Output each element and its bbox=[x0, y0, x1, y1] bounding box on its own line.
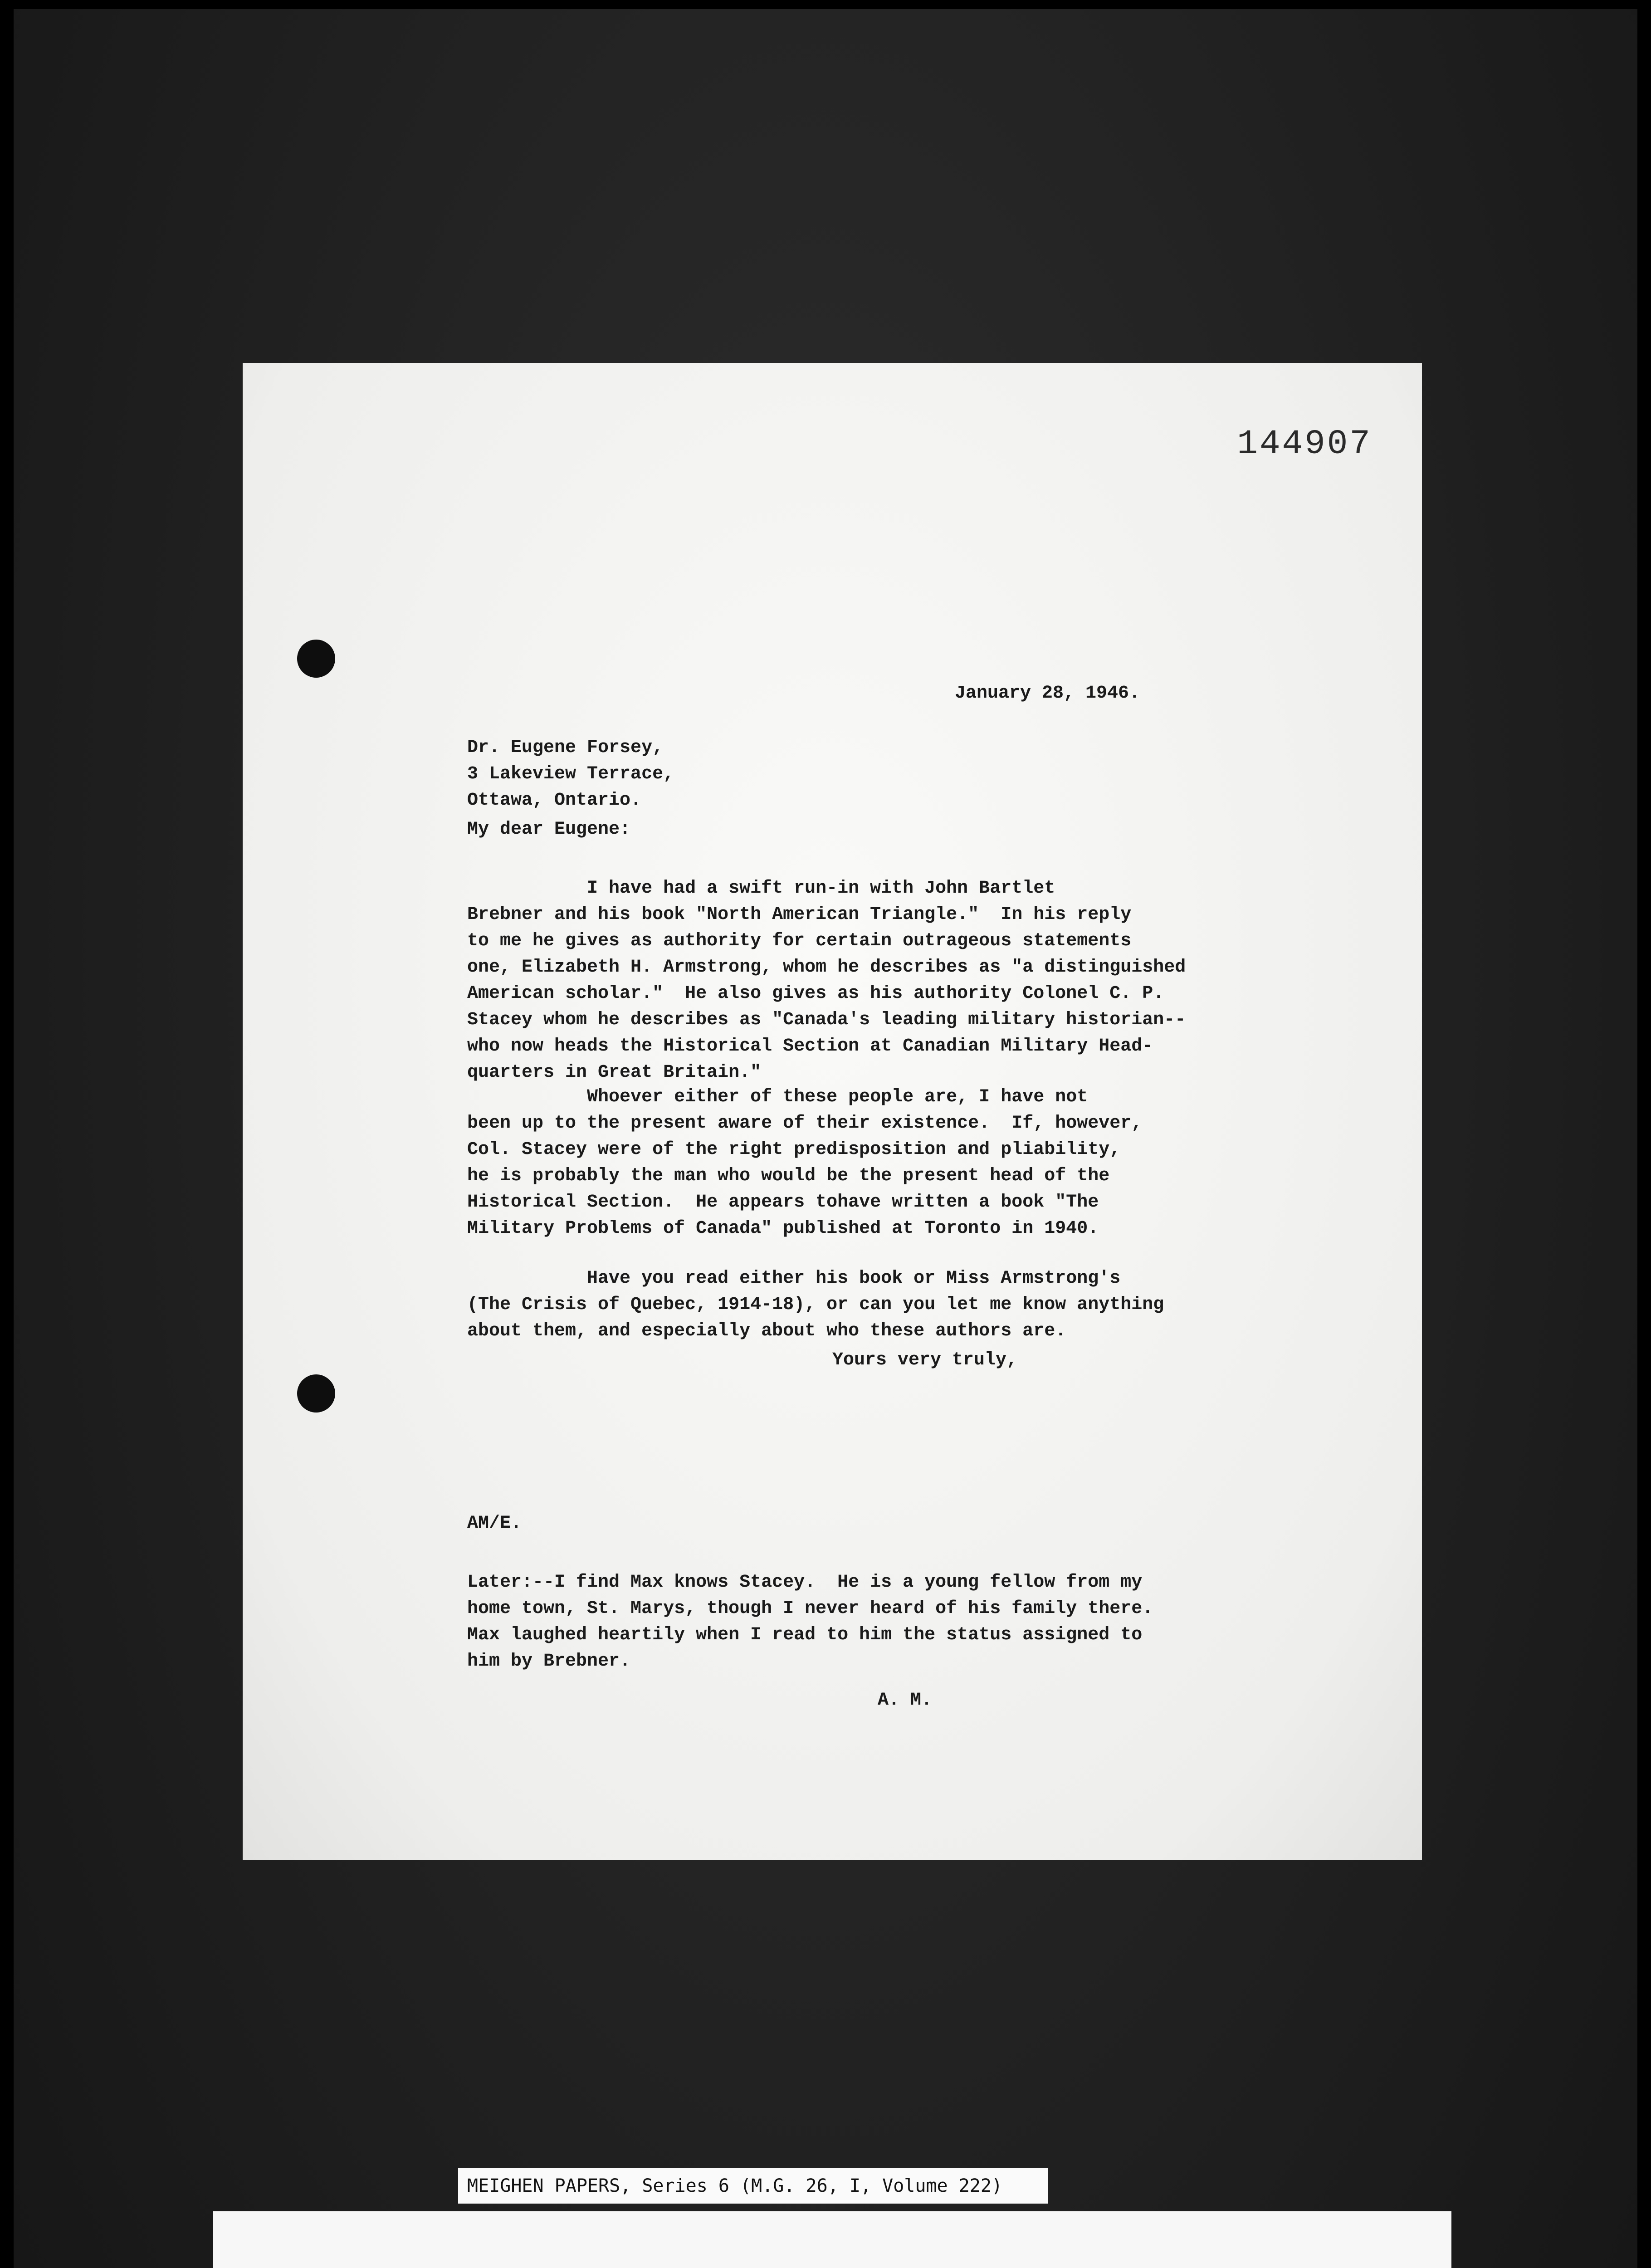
postscript bbox=[467, 1569, 1153, 1675]
collection-reference-strip: MEIGHEN PAPERS, Series 6 (M.G. 26, I, Volume 222) bbox=[458, 2168, 1048, 2204]
signoff-initials: A. M. bbox=[878, 1690, 933, 1711]
paragraph-line: who now heads the Historical Section at Canadian Military Head- bbox=[467, 1036, 1153, 1056]
paragraph-line: Have you read either his book or Miss Armstrong's bbox=[467, 1268, 1121, 1289]
paragraph-line: one, Elizabeth H. Armstrong, whom he describes as "a distinguished bbox=[467, 957, 1186, 978]
salutation: My dear Eugene: bbox=[467, 819, 631, 840]
postscript-line: home town, St. Marys, though I never heard of his family there. bbox=[467, 1598, 1153, 1619]
paragraph-line: quarters in Great Britain." bbox=[467, 1062, 762, 1083]
paragraph-line: he is probably the man who would be the present head of the bbox=[467, 1166, 1110, 1186]
paragraph-line: (The Crisis of Quebec, 1914-18), or can you let me know anything bbox=[467, 1295, 1164, 1315]
paragraph-line: about them, and especially about who these authors are. bbox=[467, 1321, 1066, 1341]
paragraph-line: I have had a swift run-in with John Bartlet bbox=[467, 878, 1055, 899]
letter-closing: Yours very truly, bbox=[832, 1350, 1018, 1370]
paragraph-line: been up to the present aware of their existence. If, however, bbox=[467, 1113, 1143, 1134]
document-number: 144907 bbox=[1237, 425, 1372, 464]
archive-stamp-card bbox=[213, 2211, 1451, 2268]
postscript-line: him by Brebner. bbox=[467, 1651, 631, 1672]
paragraph-line: to me he gives as authority for certain outrageous statements bbox=[467, 931, 1132, 951]
paragraph-line: Col. Stacey were of the right predisposition and pliability, bbox=[467, 1139, 1121, 1160]
paragraph-line: Brebner and his book "North American Triangle." In his reply bbox=[467, 904, 1132, 925]
punch-hole bbox=[297, 640, 335, 678]
postscript-line: Later:--I find Max knows Stacey. He is a young fellow from my bbox=[467, 1572, 1143, 1593]
paragraph-line: Whoever either of these people are, I have not bbox=[467, 1087, 1088, 1107]
paragraph-line: Historical Section. He appears tohave written a book "The bbox=[467, 1192, 1099, 1212]
postscript-line: Max laughed heartily when I read to him the status assigned to bbox=[467, 1625, 1143, 1645]
address-line: 3 Lakeview Terrace, bbox=[467, 764, 674, 784]
body-paragraph-1 bbox=[467, 875, 1374, 1086]
body-paragraph-3 bbox=[467, 1266, 1374, 1344]
address-line: Ottawa, Ontario. bbox=[467, 790, 642, 811]
reference-initials: AM/E. bbox=[467, 1513, 522, 1534]
recipient-address bbox=[467, 735, 674, 814]
paragraph-line: Stacey whom he describes as "Canada's leading military historian-- bbox=[467, 1010, 1186, 1030]
letter-page bbox=[243, 363, 1422, 1860]
letter-date: January 28, 1946. bbox=[955, 683, 1140, 704]
body-paragraph-2 bbox=[467, 1084, 1374, 1242]
paragraph-line: Military Problems of Canada" published at Toronto in 1940. bbox=[467, 1218, 1099, 1239]
punch-hole bbox=[297, 1374, 335, 1413]
address-line: Dr. Eugene Forsey, bbox=[467, 738, 664, 758]
paragraph-line: American scholar." He also gives as his authority Colonel C. P. bbox=[467, 983, 1164, 1004]
